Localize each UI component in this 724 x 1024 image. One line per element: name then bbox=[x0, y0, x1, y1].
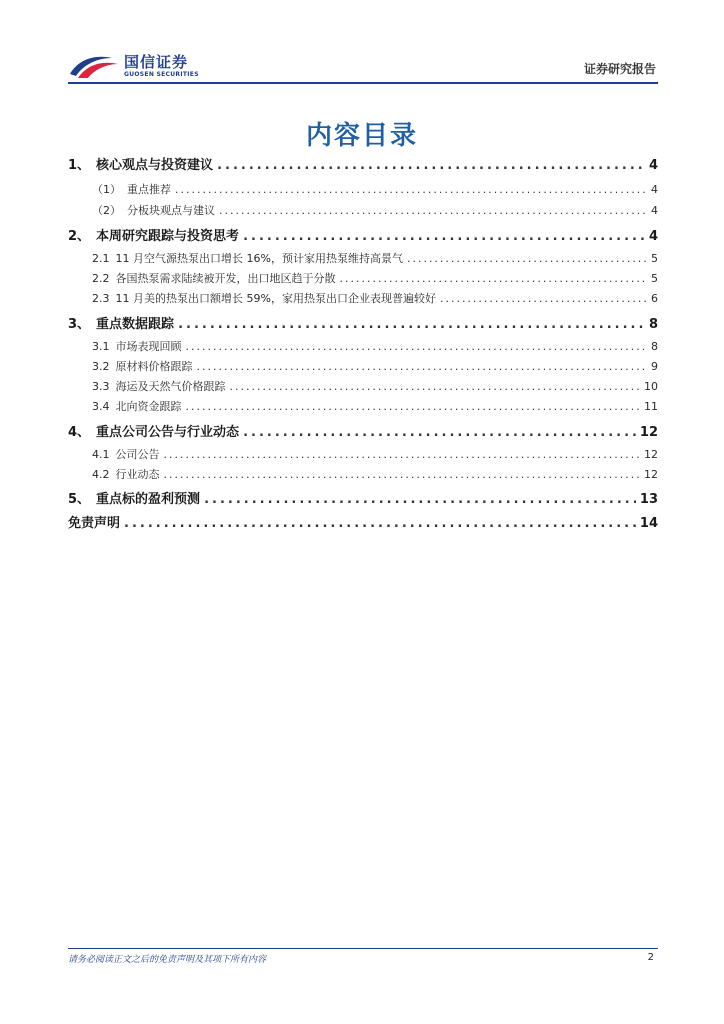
logo-english-name: GUOSEN SECURITIES bbox=[124, 71, 199, 78]
toc-entry[interactable] bbox=[68, 250, 658, 266]
toc-entry-page: 12 bbox=[644, 448, 658, 461]
toc-entry-page: 14 bbox=[639, 516, 658, 531]
toc-entry-number: 2.3 bbox=[92, 292, 110, 305]
toc-entry[interactable] bbox=[68, 290, 658, 306]
toc-entry-title: 北向资金跟踪 bbox=[115, 400, 182, 413]
footer-divider bbox=[68, 948, 658, 949]
toc-entry-title: 行业动态 bbox=[115, 468, 160, 481]
toc-leader-dots bbox=[204, 492, 636, 507]
toc-entry-title: 分板块观点与建议 bbox=[127, 204, 215, 217]
toc-entry[interactable] bbox=[68, 512, 658, 531]
toc-entry-title: 重点公司公告与行业动态 bbox=[96, 425, 240, 440]
toc-entry-number: 4.1 bbox=[92, 448, 110, 461]
toc-entry-page: 12 bbox=[639, 425, 658, 440]
toc-entry-number: 3.3 bbox=[92, 380, 110, 393]
header-divider bbox=[68, 82, 658, 84]
toc-entry-number: 2.1 bbox=[92, 252, 110, 265]
toc-leader-dots bbox=[243, 229, 645, 244]
guosen-logo-icon bbox=[68, 52, 120, 80]
toc-entry-title: 本周研究跟踪与投资思考 bbox=[96, 229, 240, 244]
toc-leader-dots bbox=[186, 340, 648, 353]
toc-leader-dots bbox=[186, 400, 641, 413]
toc-leader-dots bbox=[164, 448, 641, 461]
page-header bbox=[68, 50, 658, 86]
toc-entry-page: 8 bbox=[648, 317, 658, 332]
toc-entry-number: 2、 bbox=[68, 229, 91, 244]
toc-entry[interactable] bbox=[68, 358, 658, 374]
toc-entry-page: 5 bbox=[651, 272, 658, 285]
toc-entry-page: 13 bbox=[639, 492, 658, 507]
toc-entry-page: 10 bbox=[644, 380, 658, 393]
toc-entry-title: 各国热泵需求陆续被开发，出口地区趋于分散 bbox=[115, 272, 336, 285]
toc-entry-number: 4.2 bbox=[92, 468, 110, 481]
toc-entry[interactable] bbox=[68, 398, 658, 414]
guosen-logo bbox=[68, 52, 199, 80]
toc-entry-title: 海运及天然气价格跟踪 bbox=[115, 380, 226, 393]
toc-entry-page: 12 bbox=[644, 468, 658, 481]
toc-entry-number: 3.1 bbox=[92, 340, 110, 353]
toc-entry-page: 6 bbox=[651, 292, 658, 305]
toc-entry-title: 市场表现回顾 bbox=[115, 340, 182, 353]
toc-entry-number: （1） bbox=[92, 183, 121, 196]
toc-entry-title: 重点标的盈利预测 bbox=[96, 492, 201, 507]
toc-entry[interactable] bbox=[68, 421, 658, 440]
toc-leader-dots bbox=[340, 272, 648, 285]
toc-entry-number: 3、 bbox=[68, 317, 91, 332]
toc-entry-number: （2） bbox=[92, 204, 121, 217]
toc-entry-title: 免责声明 bbox=[68, 516, 121, 531]
logo-chinese-name: 国信证券 bbox=[124, 53, 189, 71]
toc-entry-page: 11 bbox=[644, 400, 658, 413]
toc-entry-title: 重点数据跟踪 bbox=[96, 317, 175, 332]
toc-leader-dots bbox=[219, 204, 647, 217]
toc-entry-title: 原材料价格跟踪 bbox=[115, 360, 193, 373]
toc-entry[interactable] bbox=[68, 378, 658, 394]
toc-leader-dots bbox=[243, 425, 636, 440]
toc-entry[interactable] bbox=[68, 154, 658, 173]
toc-entry-number: 1、 bbox=[68, 158, 91, 173]
toc-entry-page: 9 bbox=[651, 360, 658, 373]
toc-entry[interactable] bbox=[68, 446, 658, 462]
toc-entry-title: 11 月美的热泵出口额增长 59%，家用热泵出口企业表现普遍较好 bbox=[115, 292, 436, 305]
toc-entry[interactable] bbox=[68, 202, 658, 218]
toc-entry-page: 5 bbox=[651, 252, 658, 265]
toc-entry-page: 4 bbox=[648, 229, 658, 244]
disclaimer-note: 请务必阅读正文之后的免责声明及其项下所有内容 bbox=[68, 955, 267, 965]
toc-leader-dots bbox=[164, 468, 641, 481]
toc-leader-dots bbox=[230, 380, 641, 393]
report-type-label: 证券研究报告 bbox=[583, 62, 656, 76]
toc-entry[interactable] bbox=[68, 466, 658, 482]
toc-entry-number: 3.4 bbox=[92, 400, 110, 413]
toc-title: 内容目录 bbox=[305, 121, 418, 151]
toc-entry-page: 4 bbox=[651, 183, 658, 196]
toc-entry-number: 4、 bbox=[68, 425, 91, 440]
toc-leader-dots bbox=[197, 360, 648, 373]
toc-entry-number: 2.2 bbox=[92, 272, 110, 285]
toc-entry[interactable] bbox=[68, 313, 658, 332]
page-number: 2 bbox=[647, 952, 654, 963]
toc-entry[interactable] bbox=[68, 488, 658, 507]
toc-entry-title: 重点推荐 bbox=[127, 183, 171, 196]
toc-entry-page: 4 bbox=[648, 158, 658, 173]
toc-entry-title: 11 月空气源热泵出口增长 16%，预计家用热泵维持高景气 bbox=[115, 252, 403, 265]
toc-entry-title: 核心观点与投资建议 bbox=[96, 158, 214, 173]
toc-entry[interactable] bbox=[68, 338, 658, 354]
toc-entry-number: 3.2 bbox=[92, 360, 110, 373]
toc-entry[interactable] bbox=[68, 270, 658, 286]
toc-leader-dots bbox=[124, 516, 636, 531]
toc-leader-dots bbox=[217, 158, 645, 173]
toc-entry-title: 公司公告 bbox=[115, 448, 160, 461]
toc-leader-dots bbox=[407, 252, 647, 265]
toc-entry-page: 4 bbox=[651, 204, 658, 217]
toc-entry[interactable] bbox=[68, 225, 658, 244]
toc-entry-page: 8 bbox=[651, 340, 658, 353]
toc-entry-number: 5、 bbox=[68, 492, 91, 507]
toc-leader-dots bbox=[440, 292, 647, 305]
toc-entry[interactable] bbox=[68, 181, 658, 197]
toc-leader-dots bbox=[175, 183, 647, 196]
toc-leader-dots bbox=[178, 317, 645, 332]
